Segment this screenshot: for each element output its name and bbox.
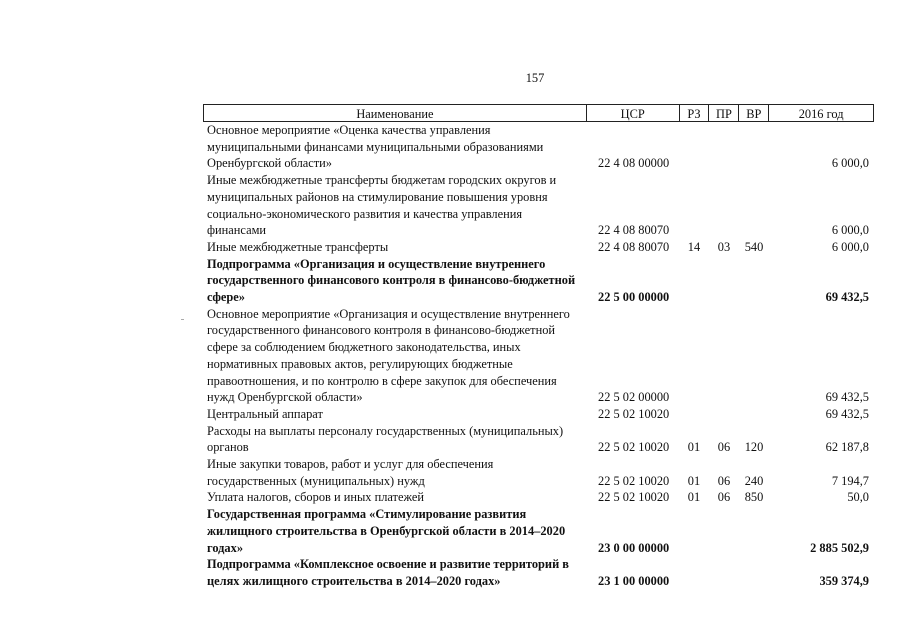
cell-name: Центральный аппарат [207, 406, 323, 421]
cell-amount: 6 000,0 [831, 156, 869, 171]
cell-vr: 120 [744, 440, 764, 455]
cell-csr: 22 5 02 10020 [598, 440, 670, 455]
table-row [203, 489, 874, 506]
cell-name: Основное мероприятие «Оценка качества управления муниципальными финансами муниципальными образованиями Оренбургской области» [207, 123, 544, 171]
header-pr: ПР [708, 105, 738, 121]
cell-amount: 50,0 [847, 490, 869, 505]
cell-name: Иные межбюджетные трансферты [207, 239, 389, 254]
cell-vr: 850 [744, 490, 764, 505]
cell-amount: 69 432,5 [825, 390, 869, 405]
table-row [203, 456, 874, 489]
page-number: 157 [525, 71, 545, 85]
header-rz: РЗ [679, 105, 709, 121]
table-row [203, 423, 874, 456]
cell-amount: 62 187,8 [825, 440, 869, 455]
cell-csr: 23 1 00 00000 [598, 573, 670, 588]
cell-amount: 7 194,7 [831, 473, 869, 488]
cell-rz: 14 [687, 239, 701, 254]
cell-pr: 06 [717, 440, 731, 455]
cell-csr: 23 0 00 00000 [598, 540, 670, 555]
cell-rz: 01 [687, 490, 701, 505]
cell-rz: 01 [687, 440, 701, 455]
cell-csr: 22 5 00 00000 [598, 290, 670, 305]
cell-vr: 540 [744, 239, 764, 254]
cell-name: Государственная программа «Стимулирование развития жилищного строительства в Оренбургской области в 2014–2020 годах» [207, 507, 566, 555]
cell-name: Иные закупки товаров, работ и услуг для обеспечения государственных (муниципальных) нужд [207, 457, 494, 488]
header-name: Наименование [356, 107, 434, 121]
table-row [203, 122, 874, 172]
cell-amount: 69 432,5 [825, 406, 869, 421]
budget-table [203, 104, 874, 590]
cell-csr: 22 5 02 10020 [598, 473, 670, 488]
cell-pr: 06 [717, 490, 731, 505]
cell-amount: 69 432,5 [825, 290, 869, 305]
table-row [203, 256, 874, 306]
table-row [203, 506, 874, 556]
cell-amount: 2 885 502,9 [810, 540, 869, 555]
cell-pr: 06 [717, 473, 731, 488]
cell-csr: 22 4 08 80070 [598, 223, 670, 238]
header-csr: ЦСР [586, 105, 679, 121]
cell-csr: 22 4 08 80070 [598, 239, 670, 254]
table-row [203, 172, 874, 239]
cell-name: Подпрограмма «Организация и осуществление внутреннего государственного финансового контроля в финансово-бюджетной сфере» [207, 256, 576, 305]
cell-name: Расходы на выплаты персоналу государственных (муниципальных) органов [207, 423, 564, 455]
table-row [203, 306, 874, 406]
cell-name: Уплата налогов, сборов и иных платежей [207, 490, 425, 505]
table-row [203, 556, 874, 589]
table-body [203, 122, 874, 590]
cell-name: Основное мероприятие «Организация и осуществление внутреннего государственного финансового контроля в финансово-бюджетной сфере за соблюдением бюджетного законодательства, иных нормативных правовых актов, регулирующих бюджетные правоотношения, и по контролю в сфере закупок для обеспечения нужд Оренбургской области» [207, 306, 570, 405]
table-row [203, 239, 874, 256]
cell-pr: 03 [717, 239, 731, 254]
cell-name: Иные межбюджетные трансферты бюджетам городских округов и муниципальных районов на стимулирование повышения уровня социально-экономического развития и качества управления финансами [207, 173, 557, 238]
cell-csr: 22 4 08 00000 [598, 156, 670, 171]
cell-csr: 22 5 02 10020 [598, 406, 670, 421]
margin-mark [181, 319, 184, 320]
cell-rz: 01 [687, 473, 701, 488]
cell-amount: 359 374,9 [819, 573, 869, 588]
cell-amount: 6 000,0 [831, 239, 869, 254]
header-vr: ВР [738, 105, 768, 121]
table-row [203, 406, 874, 423]
cell-csr: 22 5 02 00000 [598, 390, 670, 405]
cell-amount: 6 000,0 [831, 223, 869, 238]
cell-name: Подпрограмма «Комплексное освоение и развитие территорий в целях жилищного строительства в 2014–2020 годах» [207, 557, 569, 588]
cell-csr: 22 5 02 10020 [598, 490, 670, 505]
table-header [203, 104, 874, 122]
header-amount: 2016 год [768, 105, 873, 121]
cell-vr: 240 [744, 473, 764, 488]
